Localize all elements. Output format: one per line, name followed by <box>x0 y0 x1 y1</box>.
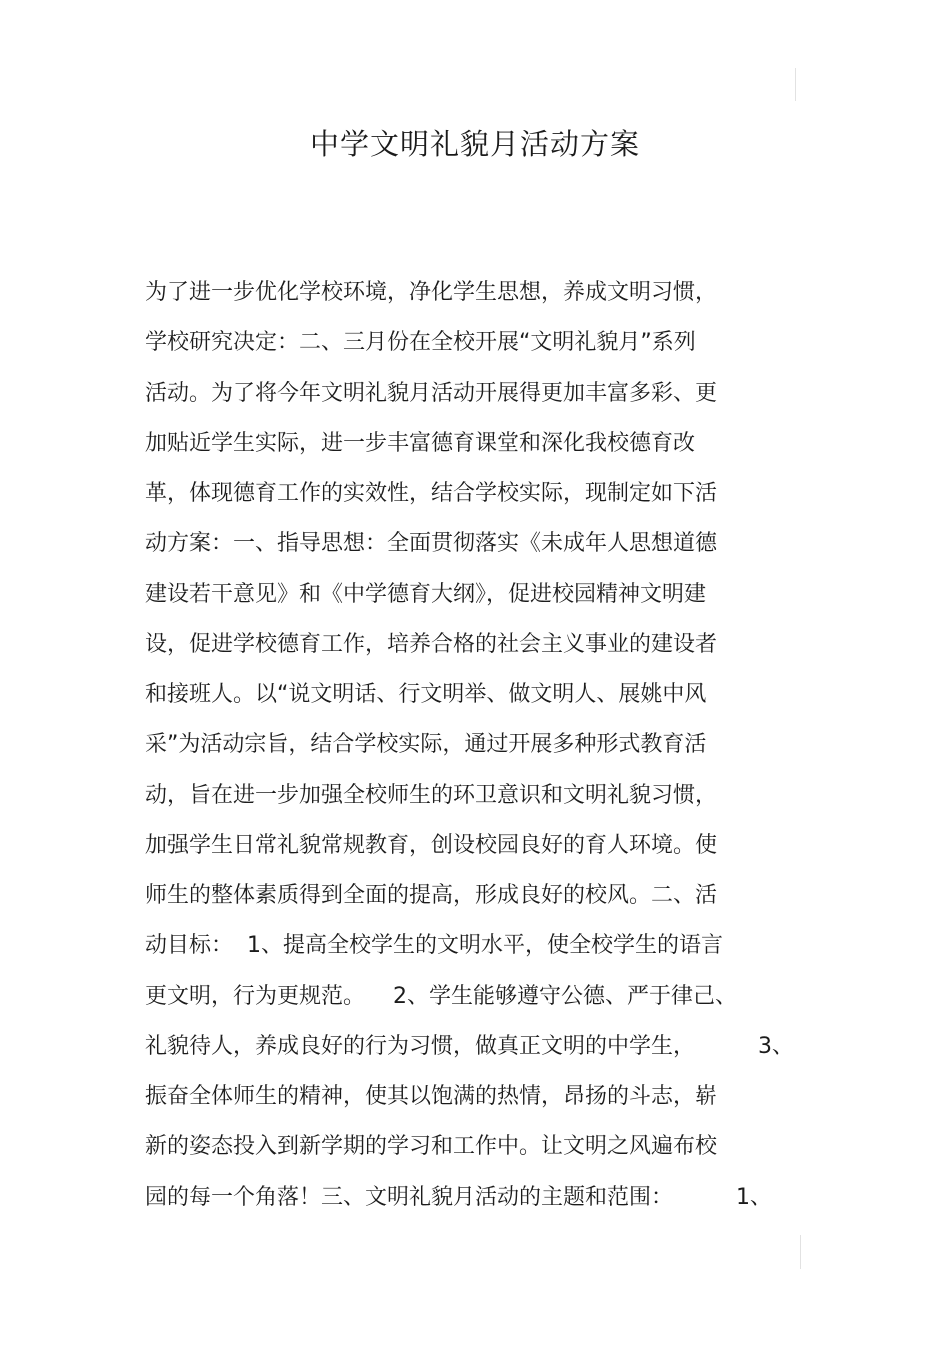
body-line: 新的姿态投入到新学期的学习和工作中。让文明之风遍布校 <box>145 1134 718 1160</box>
page-edge-mark-bottom <box>800 1235 801 1269</box>
body-line: 动，旨在进一步加强全校师生的环卫意识和文明礼貌习惯， <box>145 782 718 808</box>
body-line: 振奋全体师生的精神，使其以饱满的热情，昂扬的斗志，崭 <box>145 1084 718 1109</box>
body-line: 学校研究决定：二、三月份在全校开展“文明礼貌月”系列 <box>145 330 696 356</box>
body-line: 更文明，行为更规范。 2、学生能够遵守公德、严于律己、 <box>145 983 737 1009</box>
body-line: 活动。为了将今年文明礼貌月活动开展得更加丰富多彩、更 <box>145 380 718 406</box>
body-line: 设，促进学校德育工作，培养合格的社会主义事业的建设者 <box>145 631 718 657</box>
body-line: 为了进一步优化学校环境，净化学生思想，养成文明习惯， <box>145 280 718 305</box>
body-line: 动方案：一、指导思想：全面贯彻落实《未成年人思想道德 <box>145 531 718 557</box>
body-line: 采”为活动宗旨，结合学校实际，通过开展多种形式教育活 <box>145 732 707 758</box>
document-body <box>145 268 825 1223</box>
body-line: 动目标： 1、提高全校学生的文明水平，使全校学生的语言 <box>145 933 723 959</box>
body-line: 建设若干意见》和《中学德育大纲》，促进校园精神文明建 <box>145 581 707 607</box>
body-line: 师生的整体素质得到全面的提高，形成良好的校风。二、活 <box>145 883 718 908</box>
body-line: 加贴近学生实际，进一步丰富德育课堂和深化我校德育改 <box>145 430 696 456</box>
document-title: 中学文明礼貌月活动方案 <box>309 127 640 161</box>
page-edge-mark-top <box>795 68 796 101</box>
body-line: 园的每一个角落！三、文明礼貌月活动的主题和范围： 1、 <box>145 1184 772 1210</box>
body-line: 加强学生日常礼貌常规教育，创设校园良好的育人环境。使 <box>145 832 718 858</box>
body-line: 礼貌待人，养成良好的行为习惯，做真正文明的中学生， 3、 <box>145 1033 794 1059</box>
body-line: 革，体现德育工作的实效性，结合学校实际，现制定如下活 <box>145 481 718 506</box>
body-line: 和接班人。以“说文明话、行文明举、做文明人、展姚中风 <box>145 682 707 707</box>
